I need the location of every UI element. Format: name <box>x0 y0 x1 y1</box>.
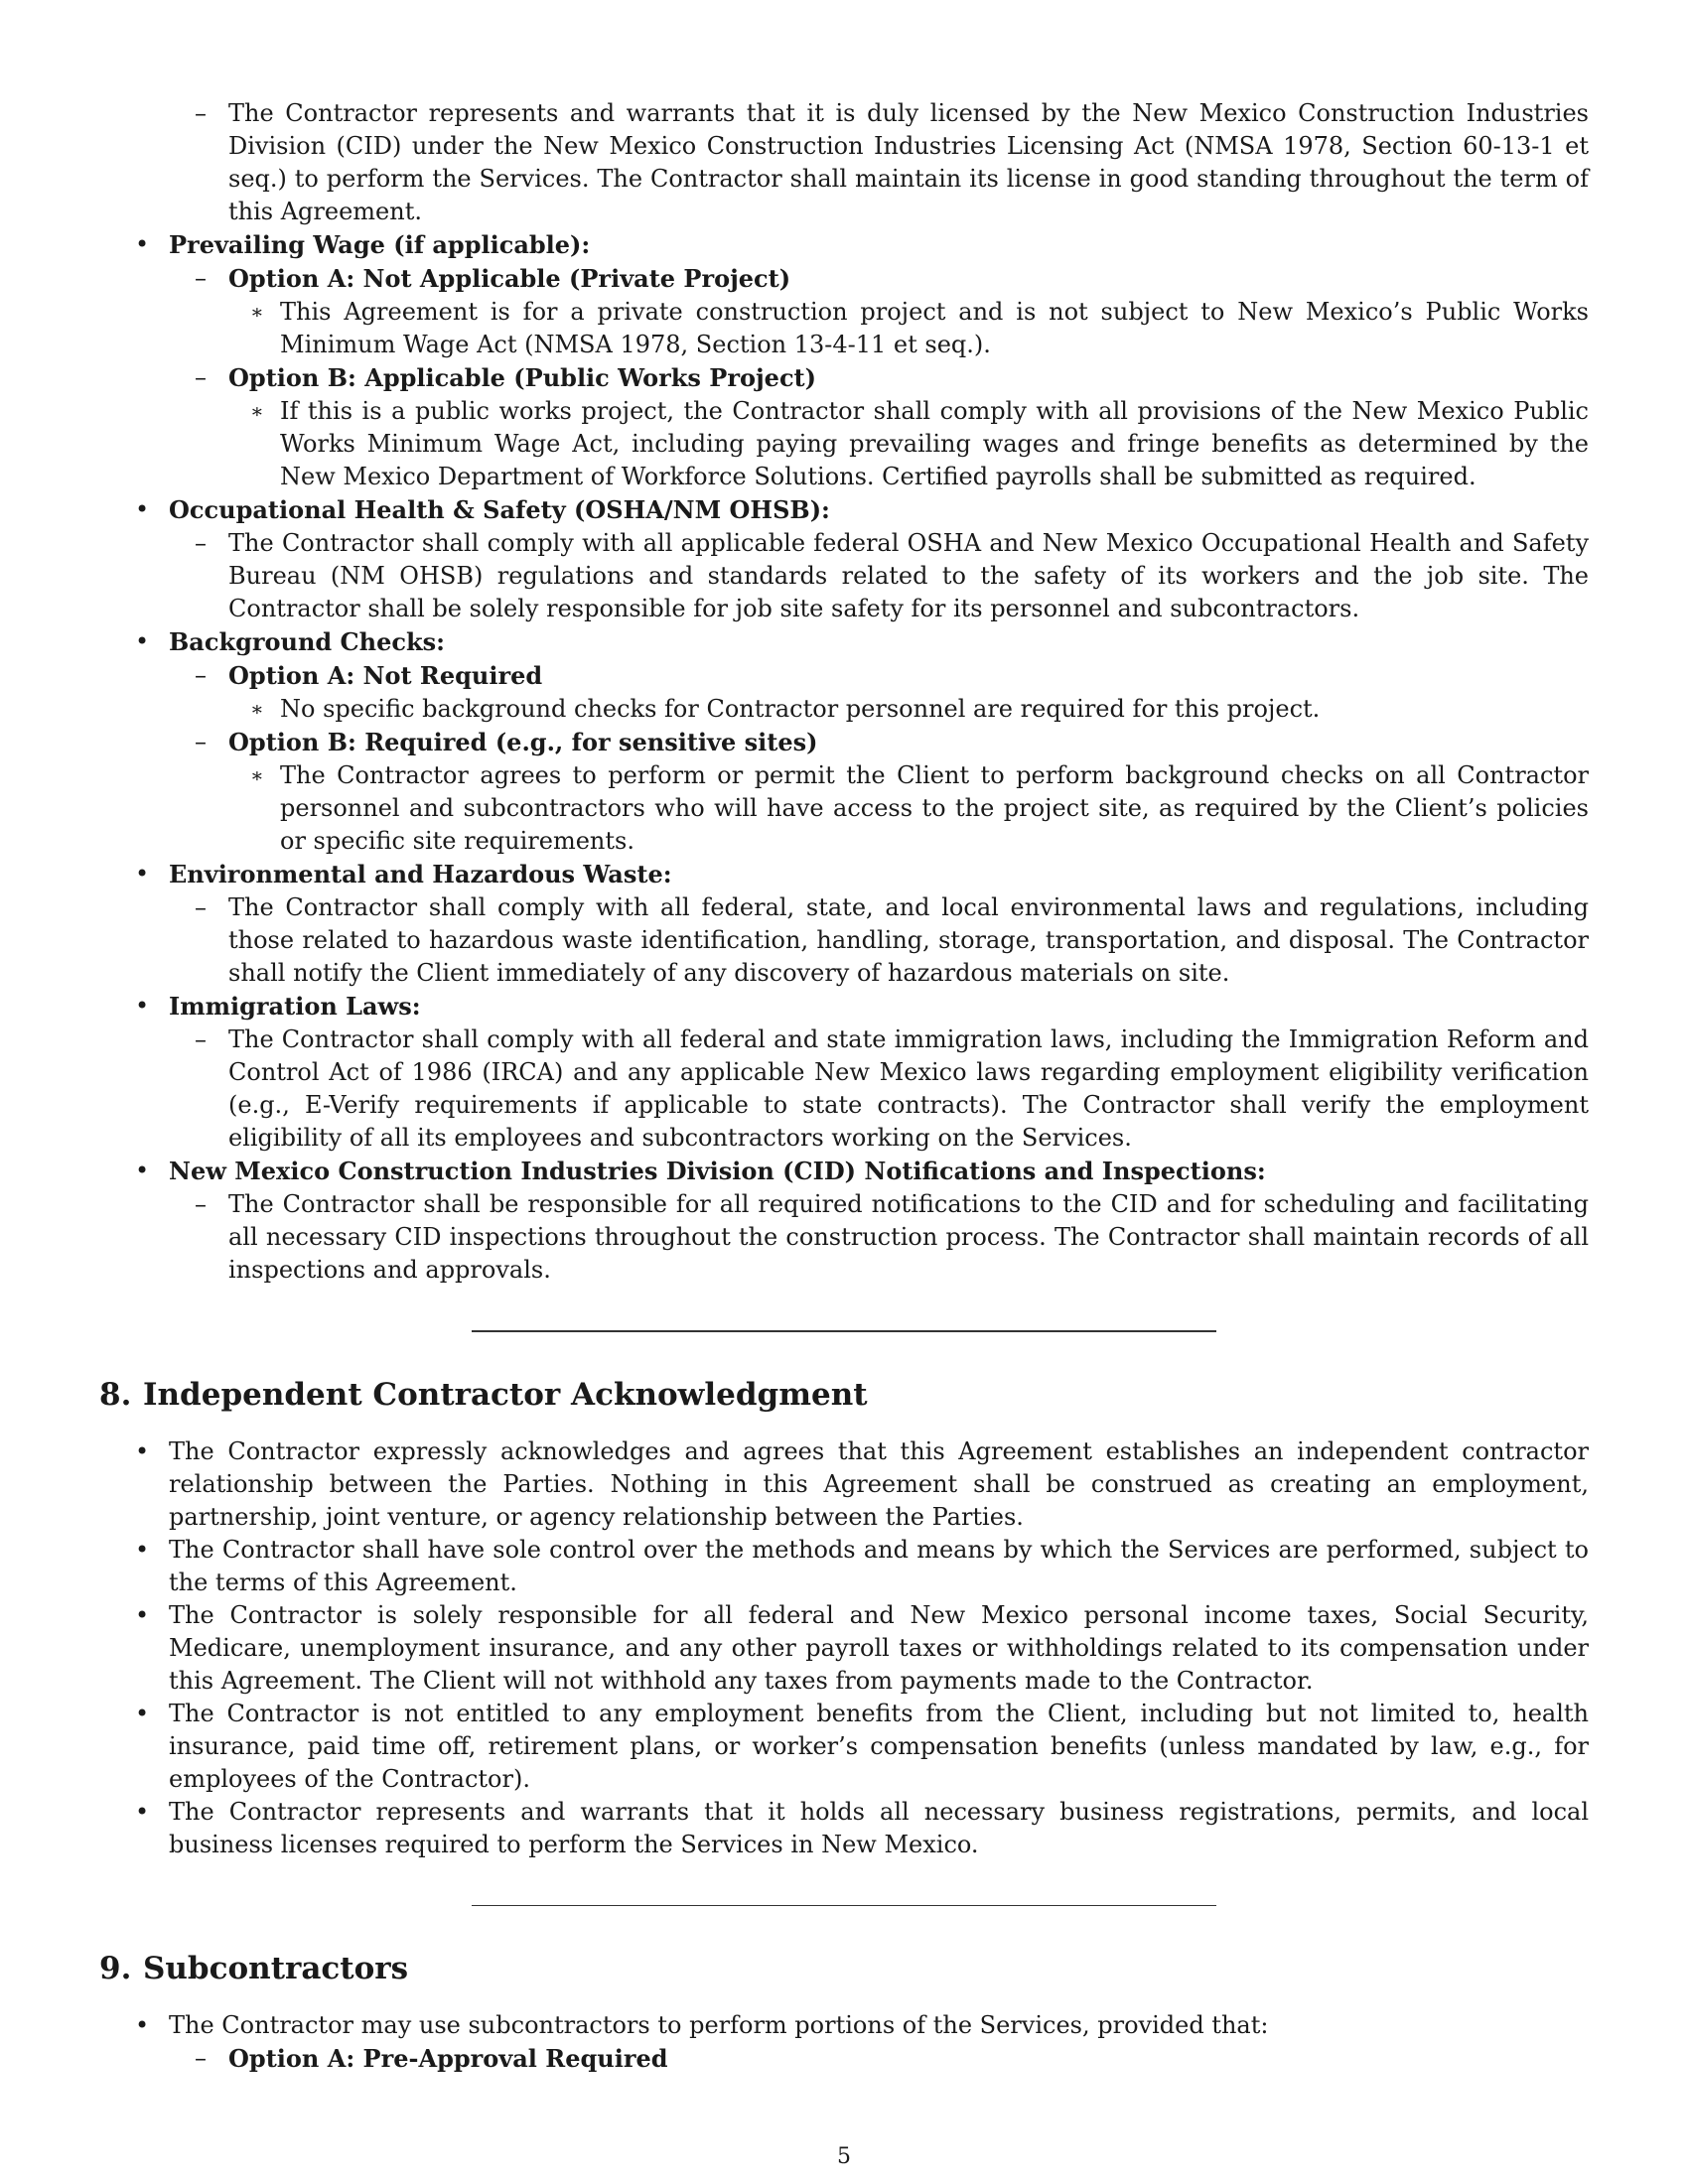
option-heading: Option A: Not Required <box>228 661 543 690</box>
bullet-marker: • <box>135 627 150 655</box>
list-item: • The Contractor may use subcontractors to perform portions of the Services, provided that: <box>99 2009 1589 2042</box>
list-item: ∗ No specific background checks for Contractor personnel are required for this project. <box>99 693 1589 726</box>
bullet-marker: • <box>135 860 150 887</box>
bullet-marker: • <box>135 230 150 258</box>
star-marker: ∗ <box>250 697 264 721</box>
list-item: • The Contractor represents and warrants that it holds all necessary business registrations, permits, and local business licenses required to perform the Services in New Mexico. <box>135 1798 1589 1858</box>
item-heading: Background Checks: <box>169 627 445 656</box>
list-item-environmental <box>99 858 1589 891</box>
bullet-marker: • <box>135 1437 150 1465</box>
list-item-background-checks <box>99 625 1589 659</box>
document-page <box>99 97 1589 2076</box>
list-item: – The Contractor shall comply with all federal, state, and local environmental laws and regulations, including those related to hazardous waste identification, handling, storage, transportation, and disposal. The Contractor shall notify the Client immediately of any discovery of hazardous materials on site. <box>195 893 1589 987</box>
item-heading: Environmental and Hazardous Waste: <box>169 860 672 888</box>
dash-marker: – <box>195 1025 207 1053</box>
list-item-prevailing-wage <box>99 228 1589 262</box>
list-item: • The Contractor expressly acknowledges and agrees that this Agreement establishes an independent contractor relationship between the Parties. Nothing in this Agreement shall be construed as creating an employment, partnership, joint venture, or agency relationship between the Parties. <box>135 1437 1589 1531</box>
list-item <box>99 262 1589 296</box>
section-8-heading <box>99 1377 1589 1413</box>
bullet-marker: • <box>135 1798 150 1826</box>
section-divider <box>472 1330 1216 1332</box>
list-item: • The Contractor is not entitled to any employment benefits from the Client, including but not limited to, health insurance, paid time off, retirement plans, or worker’s compensation benefits (unless mandated by law, e.g., for employees of the Contractor). <box>135 1700 1589 1793</box>
dash-marker: – <box>195 893 207 921</box>
option-heading: Option B: Applicable (Public Works Project) <box>228 363 816 392</box>
section-number: 8. <box>99 1377 132 1413</box>
star-marker: ∗ <box>250 399 264 423</box>
section-8-list <box>99 1435 1589 1861</box>
option-heading: Option B: Required (e.g., for sensitive sites) <box>228 728 818 756</box>
dash-marker: – <box>195 1190 207 1218</box>
star-marker: ∗ <box>250 300 264 324</box>
item-heading: Occupational Health & Safety (OSHA/NM OHSB): <box>169 495 830 524</box>
item-heading: Immigration Laws: <box>169 992 421 1021</box>
bullet-marker: • <box>135 992 150 1020</box>
option-heading: Option A: Pre-Approval Required <box>228 2044 668 2073</box>
list-item <box>99 726 1589 759</box>
item-heading: Prevailing Wage (if applicable): <box>169 230 591 259</box>
section-title: Subcontractors <box>143 1951 409 1986</box>
dash-marker: – <box>195 529 207 557</box>
compliance-list <box>99 97 1589 1287</box>
section-title: Independent Contractor Acknowledgment <box>143 1377 868 1413</box>
option-heading: Option A: Not Applicable (Private Project) <box>228 264 791 293</box>
dash-marker: – <box>195 99 207 127</box>
list-item-osha <box>99 493 1589 527</box>
dash-marker: – <box>195 728 207 755</box>
bullet-marker: • <box>135 495 150 523</box>
dash-marker: – <box>195 264 207 292</box>
list-item-immigration <box>99 990 1589 1024</box>
list-item: ∗ This Agreement is for a private construction project and is not subject to New Mexico’s Public Works Minimum Wage Act (NMSA 1978, Section 13-4-11 et seq.). <box>250 298 1589 358</box>
list-item <box>99 361 1589 395</box>
list-item <box>99 2042 1589 2076</box>
list-item: ∗ The Contractor agrees to perform or permit the Client to perform background checks on all Contractor personnel and subcontractors who will have access to the project site, as required by the Client’s policies or specific site requirements. <box>250 761 1589 855</box>
item-heading: New Mexico Construction Industries Division (CID) Notifications and Inspections: <box>169 1157 1266 1185</box>
section-9-list <box>99 2009 1589 2076</box>
section-9-heading <box>99 1951 1589 1986</box>
bullet-marker: • <box>135 2011 150 2039</box>
bullet-marker: • <box>135 1601 150 1629</box>
list-item: • The Contractor is solely responsible for all federal and New Mexico personal income taxes, Social Security, Medicare, unemployment insurance, and any other payroll taxes or withholdings related to its compensation under this Agreement. The Client will not withhold any taxes from payments made to the Contractor. <box>135 1601 1589 1695</box>
list-item <box>99 659 1589 693</box>
list-item: • The Contractor shall have sole control over the methods and means by which the Services are performed, subject to the terms of this Agreement. <box>135 1536 1589 1596</box>
bullet-marker: • <box>135 1536 150 1564</box>
dash-marker: – <box>195 363 207 391</box>
dash-marker: – <box>195 2044 207 2072</box>
star-marker: ∗ <box>250 763 264 787</box>
bullet-marker: • <box>135 1700 150 1727</box>
list-item: – The Contractor shall comply with all applicable federal OSHA and New Mexico Occupational Health and Safety Bureau (NM OHSB) regulations and standards related to the safety of its workers and the job site. The Contractor shall be solely responsible for job site safety for its personnel and subcontractors. <box>195 529 1589 622</box>
section-number: 9. <box>99 1951 132 1986</box>
list-item: – The Contractor shall be responsible for all required notifications to the CID and for scheduling and facilitating all necessary CID inspections throughout the construction process. The Contractor shall maintain records of all inspections and approvals. <box>195 1190 1589 1284</box>
bullet-marker: • <box>135 1157 150 1184</box>
list-item-cid <box>99 1155 1589 1188</box>
list-item: – The Contractor shall comply with all federal and state immigration laws, including the Immigration Reform and Control Act of 1986 (IRCA) and any applicable New Mexico laws regarding employment eligibility verification (e.g., E-Verify requirements if applicable to state contracts). The Contractor shall verify the employment eligibility of all its employees and subcontractors working on the Services. <box>195 1025 1589 1152</box>
list-item: – The Contractor represents and warrants that it is duly licensed by the New Mexico Construction Industries Division (CID) under the New Mexico Construction Industries Licensing Act (NMSA 1978, Section 60-13-1 et seq.) to perform the Services. The Contractor shall maintain its license in good standing throughout the term of this Agreement. <box>195 99 1589 225</box>
page-number: 5 <box>837 2144 851 2169</box>
list-item: ∗ If this is a public works project, the Contractor shall comply with all provisions of the New Mexico Public Works Minimum Wage Act, including paying prevailing wages and fringe benefits as determined by the New Mexico Department of Workforce Solutions. Certified payrolls shall be submitted as required. <box>250 397 1589 490</box>
dash-marker: – <box>195 661 207 689</box>
section-divider <box>472 1905 1216 1906</box>
